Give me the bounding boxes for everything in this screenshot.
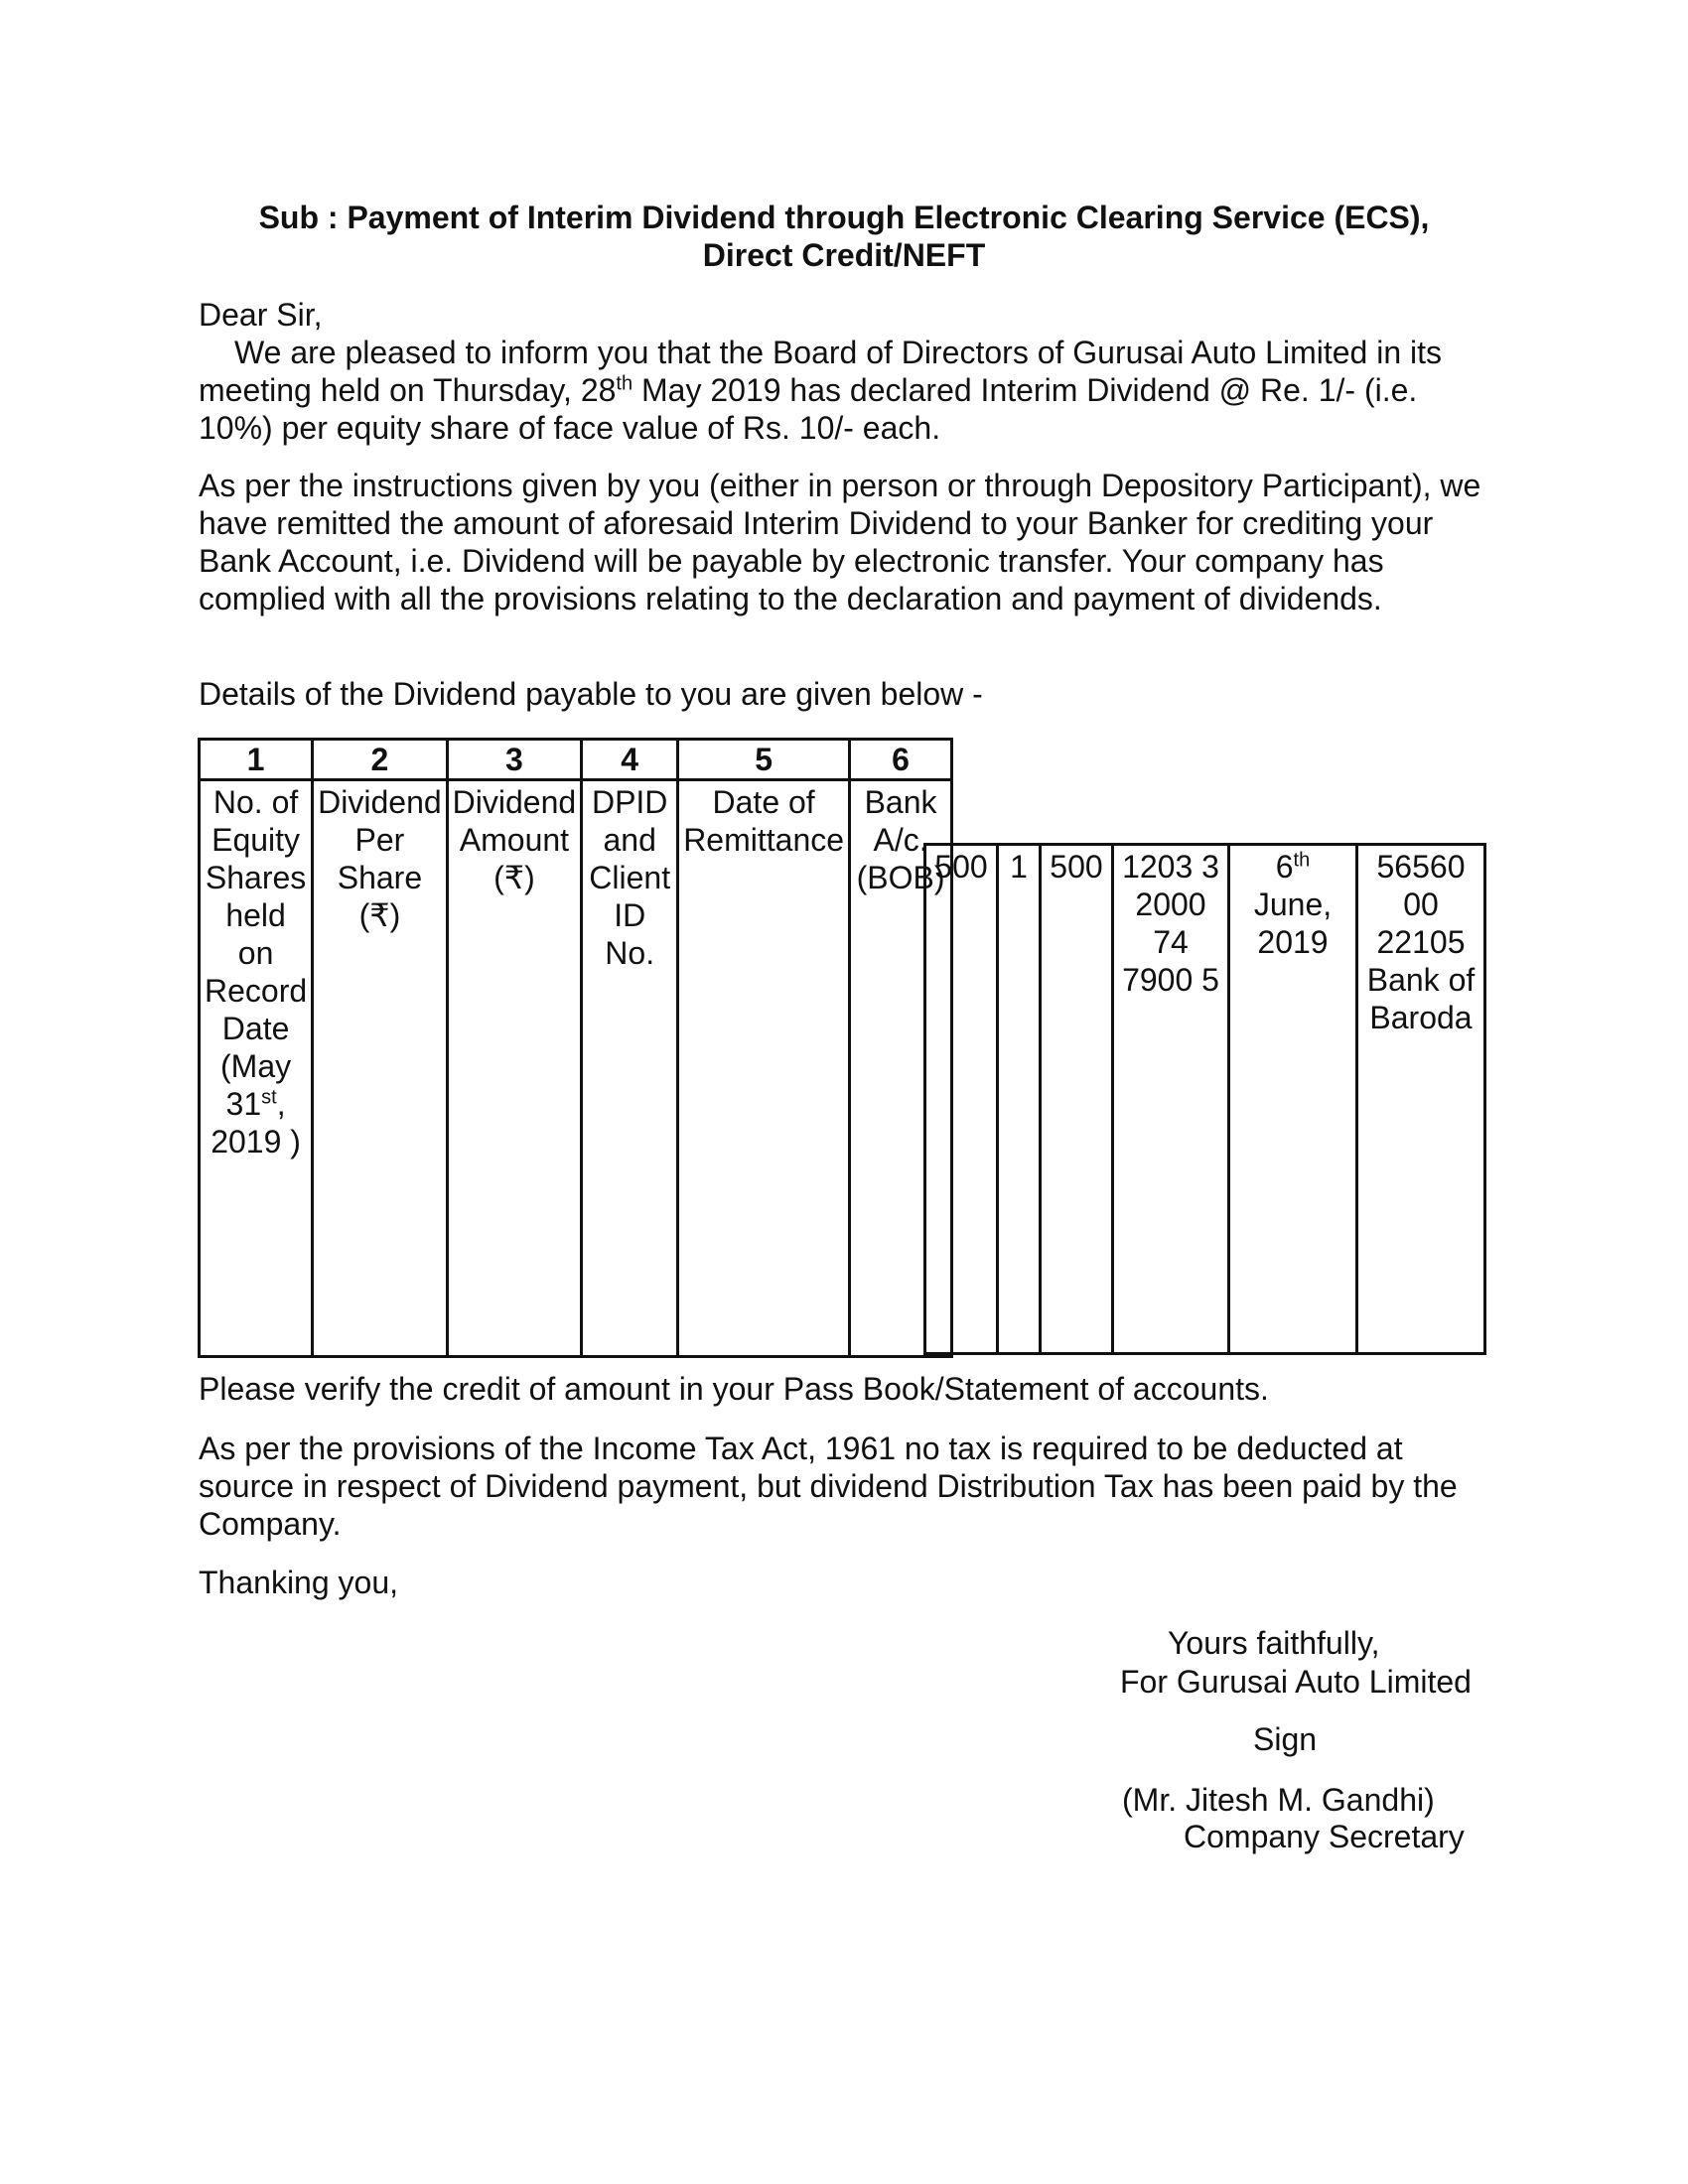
column-header-row: [200, 780, 952, 1357]
paragraph-income-tax: As per the provisions of the Income Tax Act, 1961 no tax is required to be deducted at source in respect of Dividend payment, but dividend Distribution Tax has been paid by the Company.: [199, 1431, 1458, 1542]
header-dpid-client-id: DPID and Client ID No.: [582, 780, 678, 1357]
header-bank-account: Bank A/c. (BOB): [850, 780, 952, 1357]
header-shares-text-b: , 2019 ): [211, 1086, 301, 1160]
signatory-name: (Mr. Jitesh M. Gandhi): [1122, 1782, 1435, 1818]
value-date-sup: th: [1293, 849, 1311, 872]
header-dividend-per-share: Dividend Per Share (₹): [313, 780, 448, 1357]
dividend-header-table: [198, 738, 953, 1358]
paragraph-declaration: [199, 334, 1489, 447]
col-number-2: 2: [313, 740, 448, 780]
col-number-5: 5: [678, 740, 850, 780]
closing-company-name: For Gurusai Auto Limited: [1120, 1664, 1472, 1700]
subject-line-2: Direct Credit/NEFT: [702, 237, 986, 273]
value-shares-held: 500: [925, 845, 998, 1354]
value-date-of-remittance: [1229, 845, 1357, 1354]
subject-line-1: Sub : Payment of Interim Dividend through Electronic Clearing Service (ECS),: [258, 200, 1430, 235]
salutation: Dear Sir,: [199, 297, 323, 333]
value-date-text-a: 6: [1275, 849, 1294, 885]
subject-heading: [199, 199, 1489, 274]
header-dividend-amount: Dividend Amount (₹): [447, 780, 582, 1357]
paragraph-remittance: As per the instructions given by you (either in person or through Depository Participant), we have remitted the amount of aforesaid Interim Dividend to your Banker for crediting your Bank Account, i.e. Dividend will be payable by electronic transfer. Your company has complied with all the provisions relating to the declaration and payment of dividends.: [199, 468, 1481, 616]
value-dividend-amount: 500: [1041, 845, 1113, 1354]
value-bank-account: 56560 00 22105 Bank of Baroda: [1357, 845, 1485, 1354]
para1-sup: th: [616, 372, 633, 395]
signatory-title: Company Secretary: [1184, 1819, 1465, 1854]
col-number-4: 4: [582, 740, 678, 780]
para1-text-b: May 2019 has declared Interim Dividend @ Re. 1/- (i.e. 10%) per equity share of face value of Rs. 10/- each.: [199, 372, 1418, 446]
header-date-of-remittance: Date of Remittance: [678, 780, 850, 1357]
paragraph-thanking: Thanking you,: [199, 1565, 399, 1600]
dividend-values-table: [923, 843, 1486, 1355]
values-row: [925, 845, 1485, 1354]
col-number-1: 1: [200, 740, 313, 780]
header-shares-text-a: No. of Equity Shares held on Record Date (May 31: [205, 784, 308, 1122]
value-dividend-per-share: 1: [998, 845, 1041, 1354]
header-shares-sup: st: [261, 1086, 277, 1109]
paragraph-details-intro: Details of the Dividend payable to you are given below -: [199, 676, 983, 712]
value-date-text-b: June, 2019: [1253, 887, 1333, 960]
header-shares-held: [200, 780, 313, 1357]
column-number-row: [200, 740, 952, 780]
para1-text-a: We are pleased to inform you that the Board of Directors of Gurusai Auto Limited in its meeting held on Thursday, 28: [199, 335, 1443, 408]
closing-yours-faithfully: Yours faithfully,: [1168, 1625, 1380, 1661]
col-number-6: 6: [850, 740, 952, 780]
col-number-3: 3: [447, 740, 582, 780]
value-dpid-client-id: 1203 3 2000 74 7900 5: [1113, 845, 1229, 1354]
signature: Sign: [1253, 1721, 1318, 1757]
paragraph-verify-credit: Please verify the credit of amount in your Pass Book/Statement of accounts.: [199, 1371, 1269, 1407]
